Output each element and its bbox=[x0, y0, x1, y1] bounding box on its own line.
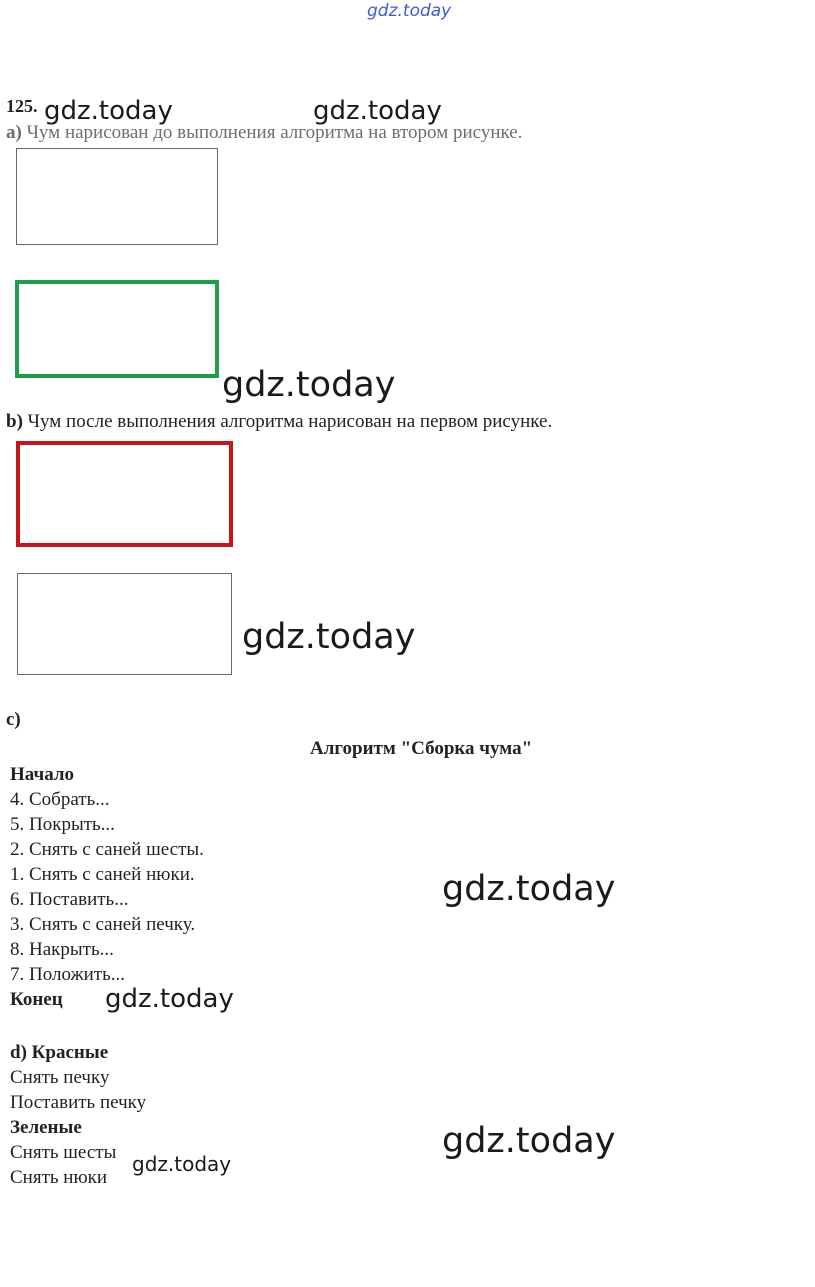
algorithm-step: 8. Накрыть... bbox=[10, 939, 114, 960]
section-b-text: Чум после выполнения алгоритма нарисован на первом рисунке. bbox=[27, 411, 553, 432]
algorithm-end: Конец bbox=[10, 989, 63, 1010]
algorithm-title: Алгоритм "Сборка чума" bbox=[310, 738, 533, 759]
algorithm-step: 1. Снять с саней нюки. bbox=[10, 864, 195, 885]
section-d bbox=[10, 1040, 146, 1190]
figure-box-green bbox=[15, 280, 219, 378]
algorithm-step: 7. Положить... bbox=[10, 964, 125, 985]
green-item: Снять шесты bbox=[10, 1142, 117, 1163]
section-a-text: Чум нарисован до выполнения алгоритма на втором рисунке. bbox=[26, 122, 523, 143]
figure-box-red bbox=[16, 441, 233, 547]
watermark: gdz.today bbox=[105, 984, 234, 1014]
section-c-label: c) bbox=[6, 709, 21, 730]
watermark: gdz.today bbox=[313, 96, 442, 126]
watermark: gdz.today bbox=[222, 365, 396, 405]
algorithm-step: 4. Собрать... bbox=[10, 789, 110, 810]
watermark: gdz.today bbox=[442, 869, 616, 909]
section-a bbox=[6, 120, 522, 145]
section-b-label: b) bbox=[6, 411, 23, 432]
section-d-heading bbox=[10, 1040, 146, 1065]
green-item: Снять нюки bbox=[10, 1167, 108, 1188]
algorithm-step: 6. Поставить... bbox=[10, 889, 129, 910]
algorithm-step: 3. Снять с саней печку. bbox=[10, 914, 196, 935]
watermark: gdz.today bbox=[442, 1121, 616, 1161]
algorithm-step: 2. Снять с саней шесты. bbox=[10, 839, 204, 860]
red-item: Поставить печку bbox=[10, 1092, 147, 1113]
figure-box-gray-1 bbox=[16, 148, 218, 245]
algorithm-block bbox=[10, 762, 204, 1012]
task-number: 125. bbox=[6, 96, 38, 116]
watermark: gdz.today bbox=[132, 1152, 232, 1176]
watermark: gdz.today bbox=[44, 96, 173, 126]
red-heading: Красные bbox=[31, 1042, 109, 1063]
figure-box-gray-2 bbox=[17, 573, 232, 675]
watermark-top: gdz.today bbox=[367, 1, 452, 21]
section-a-label: a) bbox=[6, 122, 22, 143]
algorithm-step: 5. Покрыть... bbox=[10, 814, 115, 835]
watermark: gdz.today bbox=[242, 617, 416, 657]
algorithm-start: Начало bbox=[10, 764, 75, 785]
section-b bbox=[6, 409, 552, 434]
section-d-label: d) bbox=[10, 1042, 27, 1063]
green-heading: Зеленые bbox=[10, 1117, 82, 1138]
red-item: Снять печку bbox=[10, 1067, 110, 1088]
